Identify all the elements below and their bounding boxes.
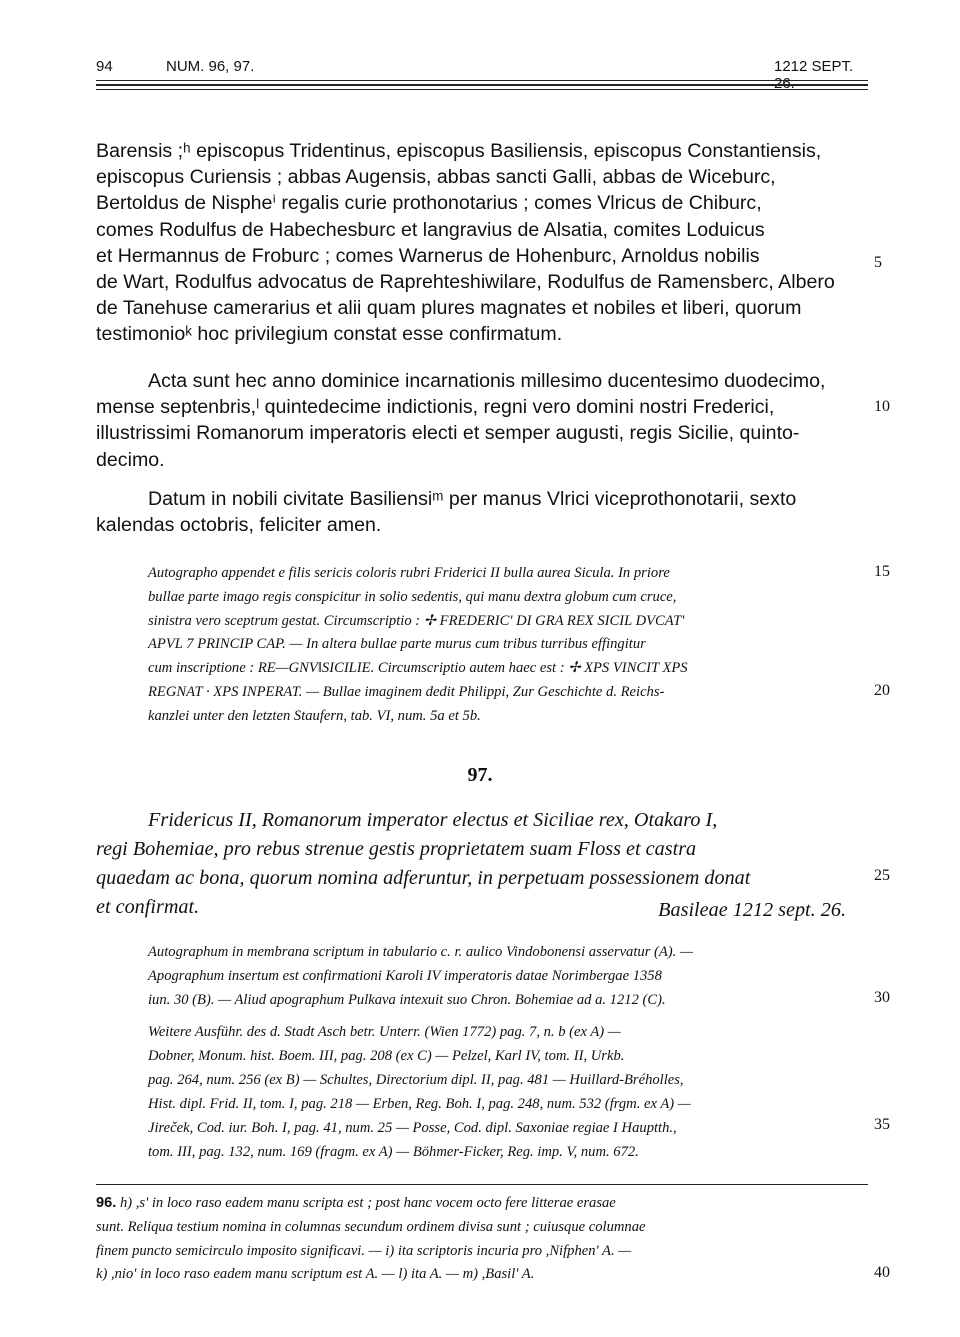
footnotes [96, 1192, 868, 1287]
footnote-line: finem puncto semicirculo imposito significavi. — i) ita scriptoris incuria pro ,Nifphen' A. — [96, 1242, 632, 1259]
text-line: testimonioᵏ hoc privilegium constat esse confirmatum. [96, 323, 563, 346]
text-line: de Tanehuse camerarius et alii quam plures magnates et nobiles et liberi, quorum [96, 297, 802, 320]
header-rule-bottom [96, 89, 868, 90]
text-line: et Hermannus de Froburc ; comes Warnerus de Hohenburc, Arnoldus nobilis [96, 244, 760, 267]
literature-note [148, 1020, 868, 1164]
text-line: pag. 264, num. 256 (ex B) — Schultes, Directorium dipl. II, pag. 481 — Huillard-Bréholles, [148, 1072, 684, 1088]
header-date: 1212 SEPT. 26. [774, 58, 854, 92]
text-line: sinistra vero sceptrum gestat. Circumscriptio : ✢ FREDERIC' DI GRA REX SICIL DVCAT' [148, 612, 685, 629]
regest-line: Fridericus II, Romanorum imperator electus et Siciliae rex, Otakaro I, [148, 809, 718, 831]
text-line: episcopus Curiensis ; abbas Augensis, abbas sancti Galli, abbas de Wiceburc, [96, 166, 776, 189]
text-line: kanzlei unter den letzten Staufern, tab. VI, num. 5a et 5b. [148, 707, 481, 724]
text-line: Hist. dipl. Frid. II, tom. I, pag. 218 — Erben, Reg. Boh. I, pag. 248, num. 532 (frgm. ex A) — [148, 1096, 691, 1112]
text-line: bullae parte imago regis conspicitur in solio sedentis, qui manu dextra globum cum cruce, [148, 588, 677, 605]
line-number: 15 [874, 563, 890, 580]
text-line: de Wart, Rodulfus advocatus de Raprehteshiwilare, Rodulfus de Ramensberc, Albero [96, 271, 835, 294]
text-line: mense septenbris,ˡ quintedecime indictionis, regni vero domini nostri Frederici, [96, 396, 775, 419]
place-date: Basileae 1212 sept. 26. [658, 899, 846, 921]
witness-paragraph [96, 138, 868, 348]
line-number: 10 [874, 398, 890, 415]
text-line: Weitere Ausführ. des d. Stadt Asch betr. Unterr. (Wien 1772) pag. 7, n. b (ex A) — [148, 1024, 621, 1040]
text-line: tom. III, pag. 132, num. 169 (fragm. ex A) — Böhmer-Ficker, Reg. imp. V, num. 672. [148, 1144, 639, 1160]
text-line: comes Rodulfus de Habechesburc et langravius de Alsatia, comites Loduicus [96, 218, 765, 241]
page-number: 94 [96, 58, 113, 75]
text-line: Apographum insertum est confirmationi Karoli IV imperatoris datae Norimbergae 1358 [148, 968, 662, 984]
document-numbers: NUM. 96, 97. [166, 58, 255, 75]
header-rule-top [96, 80, 868, 81]
text-line: Autographo appendet e filis sericis coloris rubri Friderici II bulla aurea Sicula. In priore [148, 565, 670, 581]
line-number: 5 [874, 254, 882, 271]
footnote-text: h) ,s' in loco raso eadem manu scripta est ; post hanc vocem octo fere litterae erasae [119, 1195, 616, 1211]
footnote-label: 96. [96, 1195, 117, 1211]
text-line: APVL 7 PRINCIP CAP. — In altera bullae parte murus cum tribus turribus effingitur [148, 636, 646, 653]
regest-line: quaedam ac bona, quorum nomina adferuntur, in perpetuam possessionem donat [96, 867, 751, 889]
seal-description [148, 562, 868, 729]
line-number: 25 [874, 867, 890, 884]
regest [96, 806, 868, 922]
text-line: Acta sunt hec anno dominice incarnationis millesimo ducentesimo duodecimo, [148, 370, 826, 392]
text-line: Dobner, Monum. hist. Boem. III, pag. 208 (ex C) — Pelzel, Karl IV, tom. II, Urkb. [148, 1048, 625, 1064]
footnote-line: sunt. Reliqua testium nomina in columnas secundum ordinem divisa sunt ; cuiusque columnae [96, 1218, 646, 1235]
text-line: REGNAT · XPS INPERAT. — Bullae imaginem dedit Philippi, Zur Geschichte d. Reichs- [148, 683, 665, 700]
header-rule-middle [96, 84, 868, 86]
footnote-line: k) ,nio' in loco raso eadem manu scriptum est A. — l) ita A. — m) ,Basil' A. [96, 1266, 535, 1283]
line-number: 20 [874, 682, 890, 699]
regest-line: et confirmat. [96, 896, 200, 918]
tradition-note [148, 940, 868, 1012]
footnote-line [96, 1192, 868, 1216]
text-line: iun. 30 (B). — Aliud apographum Pulkava intexuit suo Chron. Bohemiae ad a. 1212 (C). [148, 992, 666, 1008]
text-line: Barensis ;ʰ episcopus Tridentinus, episcopus Basiliensis, episcopus Constantiensis, [96, 140, 822, 162]
text-line: kalendas octobris, feliciter amen. [96, 514, 382, 537]
line-number: 35 [874, 1116, 890, 1133]
text-line: Jireček, Cod. iur. Boh. I, pag. 41, num. 25 — Posse, Cod. dipl. Saxoniae regiae I Hauptth., [148, 1120, 677, 1136]
line-number: 30 [874, 989, 890, 1006]
running-head [96, 58, 868, 92]
text-line: illustrissimi Romanorum imperatoris electi et semper augusti, regis Sicilie, quinto- [96, 422, 800, 445]
text-line: Autographum in membrana scriptum in tabulario c. r. aulico Vindobonensi asservatur (A). — [148, 944, 693, 960]
line-number: 40 [874, 1264, 890, 1281]
text-line: Bertoldus de Nispheⁱ regalis curie prothonotarius ; comes Vlricus de Chiburc, [96, 192, 762, 215]
footnote-rule [96, 1184, 868, 1185]
document-number: 97. [467, 764, 493, 786]
acta-paragraph [96, 368, 868, 473]
text-line: decimo. [96, 448, 165, 471]
regest-line: regi Bohemiae, pro rebus strenue gestis proprietatem suam Floss et castra [96, 838, 697, 860]
text-line: cum inscriptione : RE—GNV‖SICILIE. Circumscriptio autem haec est : ✢ XPS VINCIT XPS [148, 660, 688, 677]
text-line: Datum in nobili civitate Basiliensiᵐ per manus Vlrici viceprothonotarii, sexto [148, 488, 797, 510]
datum-paragraph [96, 486, 868, 538]
